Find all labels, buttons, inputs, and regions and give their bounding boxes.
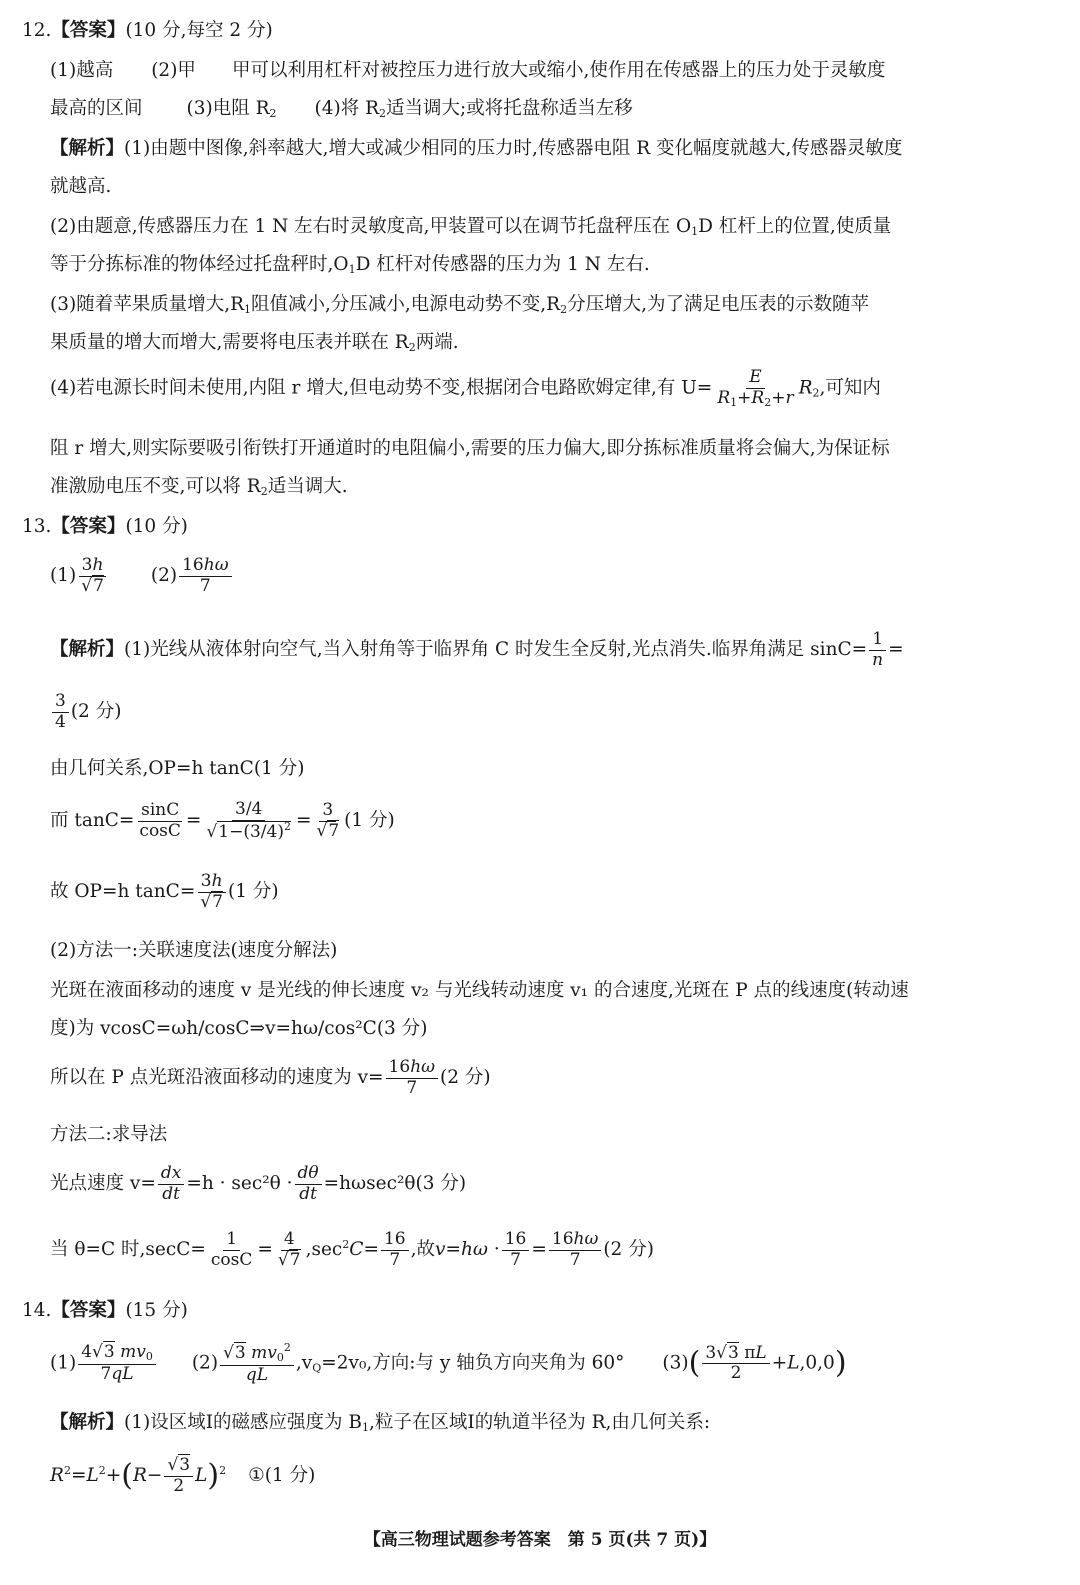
q14-header <box>22 1300 188 1322</box>
q12-answer-line2: 最高的区间 (3)电阻 $R_2$ (4)将 $R_2$适当调大;或将托盘称适当左移 <box>50 98 633 120</box>
analysis-tag: 【解析】 <box>50 138 125 159</box>
answer-tag: 【答案】 <box>51 516 126 537</box>
analysis-tag: 【解析】 <box>50 639 125 661</box>
q13-method1-line1: 光斑在液面移动的速度 v 是光线的伸长速度 v₂ 与光线转动速度 v₁ 的合速度,光斑在 P 点的线速度(转动速 <box>50 980 909 1001</box>
question-number: 12. <box>22 20 52 41</box>
q13-method2-line2: 当 θ=C 时,secC= $\frac{1}{\cos C}$ = $\frac{4}{√7}$ $,\sec^2C=$ $\frac{16}{7}$ ,故v=hω · $\frac{16}{7}$ = $\frac{16h\omega}{7}$ (2 分) <box>50 1229 654 1270</box>
q13-method1-line2: 度)为 vcosC=ωh/cosC⇒v=hω/cos²C(3 分) <box>50 1018 428 1039</box>
q12-explain-4-line1: (4)若电源长时间未使用,内阻 r 增大,但电动势不变,根据闭合电路欧姆定律,有 U= $\frac{E}{R_1+R_2+r}$ $R_2$,可知内 <box>50 367 881 409</box>
q12-explain-1-line1: 【解析】(1)由题中图像,斜率越大,增大或减少相同的压力时,传感器电阻 R 变化幅度就越大,传感器灵敏度 <box>50 138 903 159</box>
q13-method2-title: 方法二:求导法 <box>50 1124 168 1145</box>
q12-header <box>22 20 273 42</box>
q12-explain-4-line2: 阻 r 增大,则实际要吸引衔铁打开通道时的电阻偏小,需要的压力偏大,即分拣标准质量将会偏大,为保证标 <box>50 438 890 459</box>
question-number: 14. <box>22 1300 52 1321</box>
q13-op-line: 故 OP=h tanC= $\frac{3h}{√7}$ (1 分) <box>50 871 279 912</box>
q14-equation-1: $R^2=L^2+(R-$ $\frac{√3}{2}$ L)$^2$ ①(1 分) <box>50 1455 316 1496</box>
q12-answer-line1: (1)越高 (2)甲 甲可以利用杠杆对被控压力进行放大或缩小,使作用在传感器上的压力处于灵敏度 <box>50 60 886 81</box>
q13-geometry-relation: 由几何关系,OP=h tanC(1 分) <box>50 758 305 779</box>
q13-method1-title: (2)方法一:关联速度法(速度分解法) <box>50 940 338 961</box>
answer-tag: 【答案】 <box>51 20 126 41</box>
q13-answers: (1) $\frac{3h}{√7}$ (2) $\frac{16h\omega}{7}$ <box>50 556 234 596</box>
q12-explain-2-line1: (2)由题意,传感器压力在 1 N 左右时灵敏度高,甲装置可以在调节托盘秤压在 $O_1D$ 杠杆上的位置,使质量 <box>50 216 892 238</box>
q12-explain-3-line2: 果质量的增大而增大,需要将电压表并联在 $R_2$两端. <box>50 332 459 354</box>
answer-tag: 【答案】 <box>51 1300 126 1321</box>
q13-method2-line1: 光点速度 v= $\frac{dx}{dt}$ =h · sec²θ · $\frac{d\theta}{dt}$ =hωsec²θ(3 分) <box>50 1163 467 1204</box>
analysis-tag: 【解析】 <box>50 1412 125 1433</box>
q12-explain-2-line2: 等于分拣标准的物体经过托盘秤时$,O_1D$ 杠杆对传感器的压力为 1 N 左右. <box>50 254 650 276</box>
score-note: (10 分,每空 2 分) <box>125 20 273 41</box>
q12-explain-3-line1: (3)随着苹果质量增大$,R_1$阻值减小,分压减小,电源电动势不变$,R_2$分压增大,为了满足电压表的示数随苹 <box>50 294 869 316</box>
q14-answers: (1) $\frac{4√3 mv_0}{7qL}$ (2) $\frac{√3 mv_0^2}{qL}$ $,v_Q=2v_0$,方向:与 y 轴负方向夹角为 60° (3)( $\frac{3√3 \pi L}{2}$ +L,0,0) <box>50 1341 847 1385</box>
q13-explain-1-line1: 【解析】(1)光线从液体射向空气,当入射角等于临界角 C 时发生全反射,光点消失.临界角满足 sinC= $\frac{1}{n}$ = <box>50 629 904 670</box>
page-footer: 【高三物理试题参考答案 第 5 页(共 7 页)】 <box>363 1530 717 1550</box>
q12-explain-4-line3: 准激励电压不变,可以将 $R_2$适当调大. <box>50 476 348 498</box>
q14-explain-1: 【解析】(1)设区域Ⅰ的磁感应强度为 $B_1$,粒子在区域Ⅰ的轨道半径为 R,由几何关系: <box>50 1412 711 1434</box>
q13-explain-1-line2: $\frac{3}{4}$ (2 分) <box>50 692 121 732</box>
ohm-law-fraction: $\frac{E}{R_1+R_2+r}$ <box>717 367 794 409</box>
score-note: (15 分) <box>125 1300 188 1321</box>
q12-explain-1-line2: 就越高. <box>50 176 112 197</box>
q13-method1-line3: 所以在 P 点光斑沿液面移动的速度为 v= $\frac{16h\omega}{7}$ (2 分) <box>50 1057 491 1098</box>
score-note: (10 分) <box>125 516 188 537</box>
q13-tanc-line: 而 tanC= $\frac{\sin C}{\cos C}$ = $\frac{3/4}{√1-(3/4)^2}$ = $\frac{3}{√7}$ (1 分) <box>50 799 395 842</box>
question-number: 13. <box>22 516 52 537</box>
q13-header <box>22 516 188 538</box>
